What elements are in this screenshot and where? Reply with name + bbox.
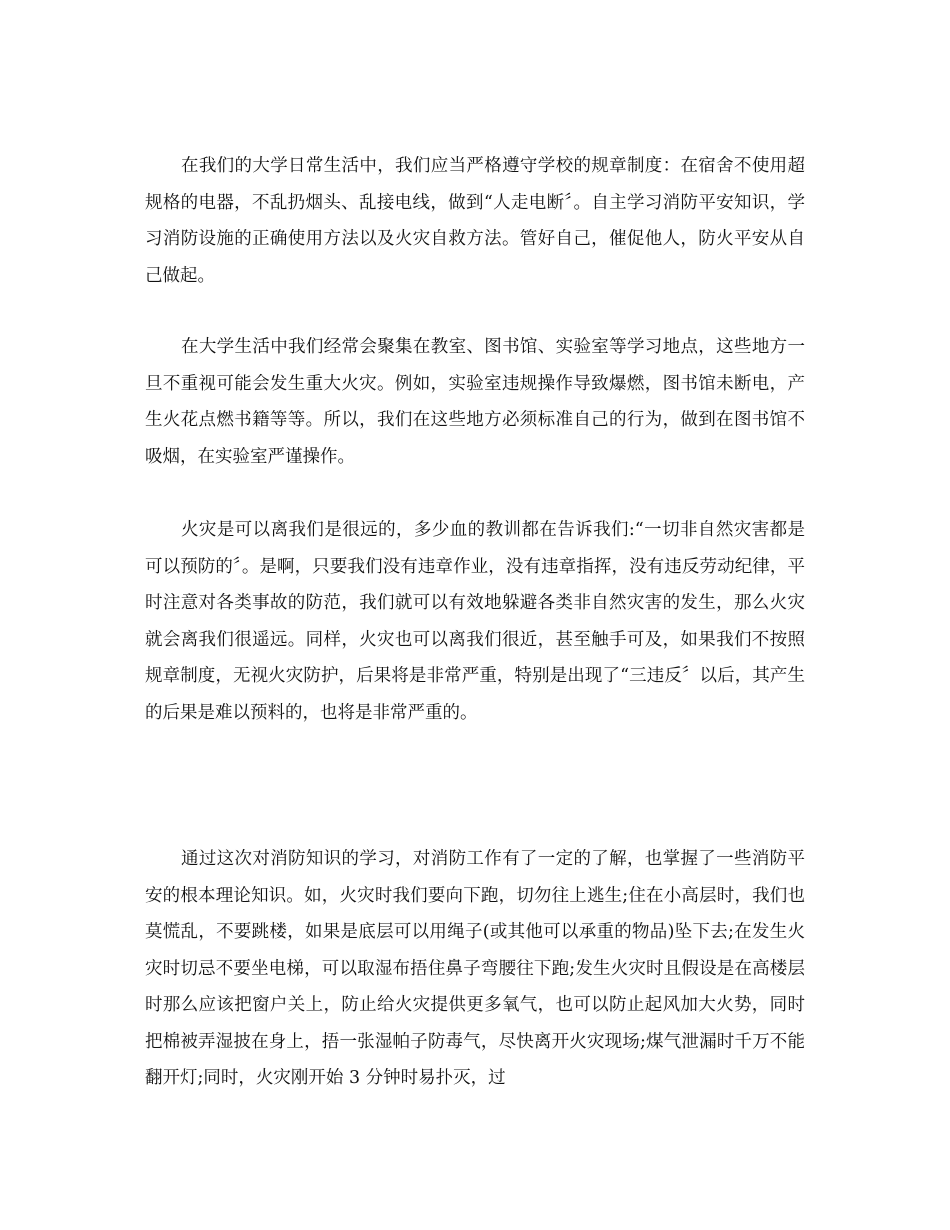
paragraph-fire-prevention: 火灾是可以离我们是很远的，多少血的教训都在告诉我们:“一切非自然灾害都是可以预防的〞。是啊，只要我们没有违章作业，没有违章指挥，没有违反劳动纪律，平时注意对各类事故的防范，我们就可以有效地躲避各类非自然灾害的发生，那么火灾就会离我们很遥远。同样，火灾也可以离我们很近，甚至触手可及，如果我们不按照规章制度，无视火灾防护，后果将是非常严重，特别是出现了“三违反〞以后，其产生的后果是难以预料的，也将是非常严重的。 xyxy=(145,520,805,723)
paragraph-dorm-rules: 在我们的大学日常生活中，我们应当严格遵守学校的规章制度：在宿舍不使用超规格的电器，不乱扔烟头、乱接电线，做到“人走电断〞。自主学习消防平安知识，学习消防设施的正确使用方法以及火灾自救方法。管好自己，催促他人，防火平安从自己做起。 xyxy=(145,156,805,286)
paragraph-study-places: 在大学生活中我们经常会聚集在教室、图书馆、实验室等学习地点，这些地方一旦不重视可能会发生重大火灾。例如，实验室违规操作导致爆燃，图书馆未断电，产生火花点燃书籍等等。所以，我们在这些地方必须标准自己的行为，做到在图书馆不吸烟，在实验室严谨操作。 xyxy=(145,337,805,467)
paragraph-fire-knowledge: 通过这次对消防知识的学习，对消防工作有了一定的了解，也掌握了一些消防平安的根本理论知识。如，火灾时我们要向下跑，切勿往上逃生;住在小高层时，我们也莫慌乱，不要跳楼，如果是底层可以用绳子(或其他可以承重的物品)坠下去;在发生火灾时切忌不要坐电梯，可以取湿布捂住鼻子弯腰往下跑;发生火灾时且假设是在高楼层时那么应该把窗户关上，防止给火灾提供更多氧气，也可以防止起风加大火势，同时把棉被弄湿披在身上，捂一张湿帕子防毒气，尽快离开火灾现场;煤气泄漏时千万不能翻开灯;同时，火灾刚开始 3 分钟时易扑灭，过 xyxy=(145,849,805,1088)
